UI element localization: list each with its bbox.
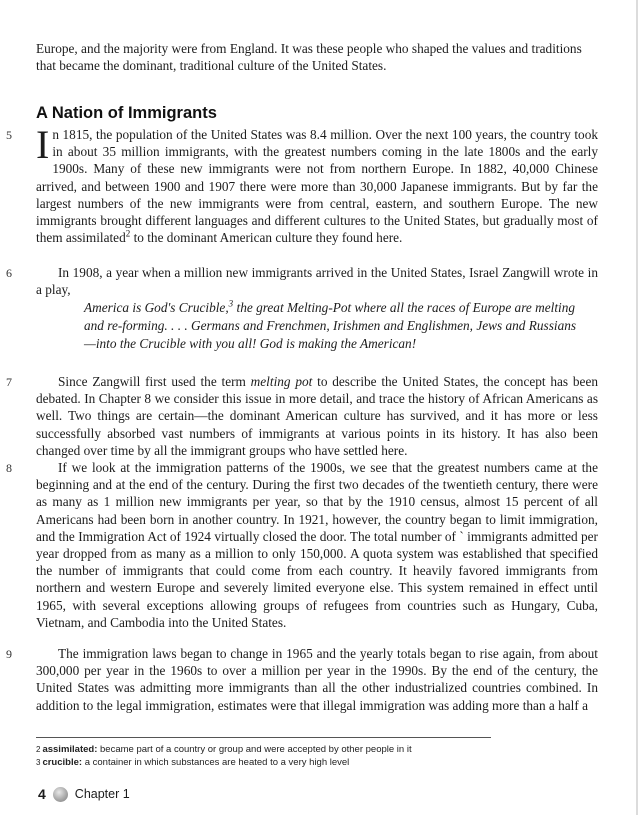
intro-paragraph: Europe, and the majority were from England. It was these people who shaped the values and traditions that became the dominant, traditional culture of the United States.: [36, 41, 582, 74]
block-quote: [84, 299, 584, 352]
footnote-3-term: crucible:: [42, 757, 83, 768]
paragraph-5: [36, 122, 598, 246]
page-footer: [38, 785, 130, 803]
paragraph-number-9: 9: [6, 647, 12, 661]
paragraph-number-5: 5: [6, 128, 12, 142]
footnote-ref-3: 3: [228, 298, 234, 309]
paragraph-5-text-b: to the dominant American culture they found here.: [130, 230, 403, 246]
paragraph-7-text-a: Since Zangwill first used the term: [58, 374, 251, 389]
footnote-2-term: assimilated:: [42, 744, 98, 755]
page-number: 4: [38, 786, 46, 802]
chapter-label: Chapter 1: [74, 787, 130, 801]
footnote-3: [36, 757, 616, 769]
paragraph-6: In 1908, a year when a million new immigrants arrived in the United States, Israel Zangwill wrote in a play,: [36, 265, 598, 298]
footnote-3-mark: 3: [36, 758, 41, 767]
quote-text-a: America is God's Crucible,: [84, 300, 229, 315]
paragraph-8: If we look at the immigration patterns of the 1900s, we see that the greatest numbers came at the beginning and at the end of the century. During the first two decades of the twentieth century, there were as many as 1 million new immigrants per year, so that by the 1910 census, almost 15 percent of all Americans had been born in another country. In 1921, however, the country began to limit immigration, and the Immigration Act of 1924 virtually closed the door. The total number of ` immigrants admitted per year dropped from as many as a million to only 150,000. A quota system was established that specified the number of immigrants that could come from each country. It heavily favored immigrants from northern and western Europe and severely limited everyone else. This system remained in effect until 1965, with several exceptions allowing groups of refugees from countries such as Hungary, Cuba, Vietnam, and Cambodia into the United States.: [36, 460, 598, 630]
footnote-3-definition: a container in which substances are heated to a very high level: [82, 757, 350, 768]
paragraph-number-7: 7: [6, 375, 12, 389]
quote-text-b: the great Melting-Pot where all the races of Europe are melting and re-forming. . . . Germans and Frenchmen, Irishmen and Englishmen, Jews and Russians—into the Crucible with you all! God is making the American!: [84, 300, 577, 351]
melting-pot-term: melting pot: [250, 374, 313, 389]
footnote-2-definition: became part of a country or group and were accepted by other people in it: [97, 744, 412, 755]
footnote-2: [36, 744, 616, 756]
footnote-2-mark: 2: [36, 745, 41, 754]
paragraph-number-6: 6: [6, 266, 12, 280]
paragraph-number-8: 8: [6, 461, 12, 475]
footnote-divider: [36, 737, 491, 738]
globe-icon: [53, 787, 68, 802]
paragraph-7-text-b: to describe the United States, the concept has been debated. In Chapter 8 we consider this issue in more detail, and trace the history of African Americans as well. Two things are certain—the dominant American culture has survived, and it has more or less successfully absorbed vast numbers of immigrants at various points in its history. It has also been changed over time by all the immigrant groups who have settled here.: [36, 374, 598, 458]
paragraph-7: [36, 373, 598, 459]
drop-cap: I: [36, 122, 50, 167]
footnote-ref-2: 2: [125, 228, 131, 239]
paragraph-9: The immigration laws began to change in 1965 and the yearly totals began to rise again, from about 300,000 per year in the 1960s to over a million per year in the 1990s. By the end of the century, the United States was admitting more immigrants than all the other industrialized countries combined. In addition to the legal immigration, estimates were that illegal immigration was adding more than a half a: [36, 646, 598, 713]
paragraph-5-text-a: n 1815, the population of the United States was 8.4 million. Over the next 100 years, the country took in about 35 million immigrants, with the greatest numbers coming in the late 1800s and the early 1900s. Many of these new immigrants were not from northern Europe. In 1882, 40,000 Chinese arrived, and between 1900 and 1907 there were more than 30,000 Japanese immigrants. But by far the largest numbers of the new immigrants were from central, eastern, and southern Europe. The new immigrants brought different languages and different cultures to the United States, but gradually most of them assimilated: [36, 127, 598, 246]
section-heading: A Nation of Immigrants: [36, 104, 217, 122]
